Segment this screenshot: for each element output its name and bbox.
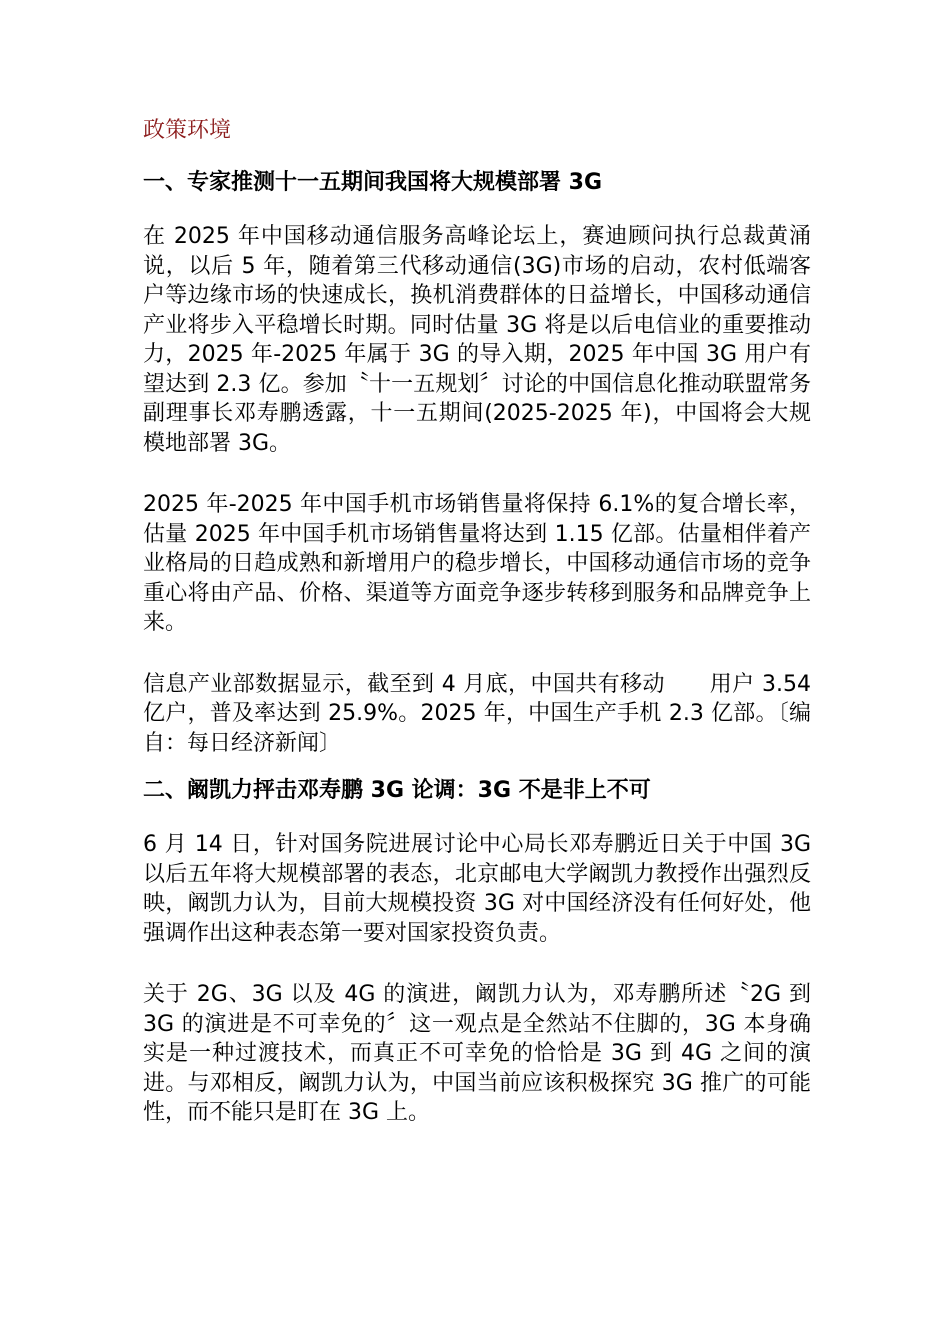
heading-2: 二、阚凯力抨击邓寿鹏 3G 论调：3G 不是非上不可 [143, 778, 651, 803]
paragraph-1: 在 2025 年中国移动通信服务高峰论坛上，赛迪顾问执行总裁黄涌说，以后 5 年，随着第三代移动通信(3G)市场的启动，农村低端客户等边缘市场的快速成长，换机消费群体的日益增长，中国移动通信产业将步入平稳增长时期。同时估量 3G 将是以后电信业的重要推动力，2025 年-2025 年属于 3G 的导入期，2025 年中国 3G 用户有望达到 2.3 亿。参加〝十一五规划〞讨论的中国信息化推动联盟常务副理事长邓寿鹏透露，十一五期间(2025-2025 年)，中国将会大规模地部署 3G。 [143, 224, 811, 456]
paragraph-3: 信息产业部数据显示，截至到 4 月底，中国共有移动 用户 3.54 亿户，普及率达到 25.9%。2025 年，中国生产手机 2.3 亿部。〔编自：每日经济新闻〕 [143, 671, 811, 756]
heading-1: 一、专家推测十一五期间我国将大规模部署 3G [143, 170, 603, 195]
paragraph-2: 2025 年-2025 年中国手机市场销售量将保持 6.1%的复合增长率，估量 2025 年中国手机市场销售量将达到 1.15 亿部。估量相伴着产业格局的日趋成熟和新增用户的稳步增长，中国移动通信市场的竞争重心将由产品、价格、渠道等方面竞争逐步转移到服务和品牌竞争上来。 [143, 492, 811, 635]
document-page [143, 112, 811, 1128]
paragraph-5: 关于 2G、3G 以及 4G 的演进，阚凯力认为，邓寿鹏所述〝2G 到 3G 的演进是不可幸免的〞这一观点是全然站不住脚的，3G 本身确实是一种过渡技术，而真正不可幸免的恰恰是 3G 到 4G 之间的演进。与邓相反，阚凯力认为，中国当前应该积极探究 3G 推广的可能性，而不能只是盯在 3G 上。 [143, 982, 811, 1125]
paragraph-4: 6 月 14 日，针对国务院进展讨论中心局长邓寿鹏近日关于中国 3G 以后五年将大规模部署的表态，北京邮电大学阚凯力教授作出强烈反映，阚凯力认为，目前大规模投资 3G 对中国经济没有任何好处，他强调作出这种表态第一要对国家投资负责。 [143, 832, 811, 946]
section-label: 政策环境 [143, 118, 232, 143]
